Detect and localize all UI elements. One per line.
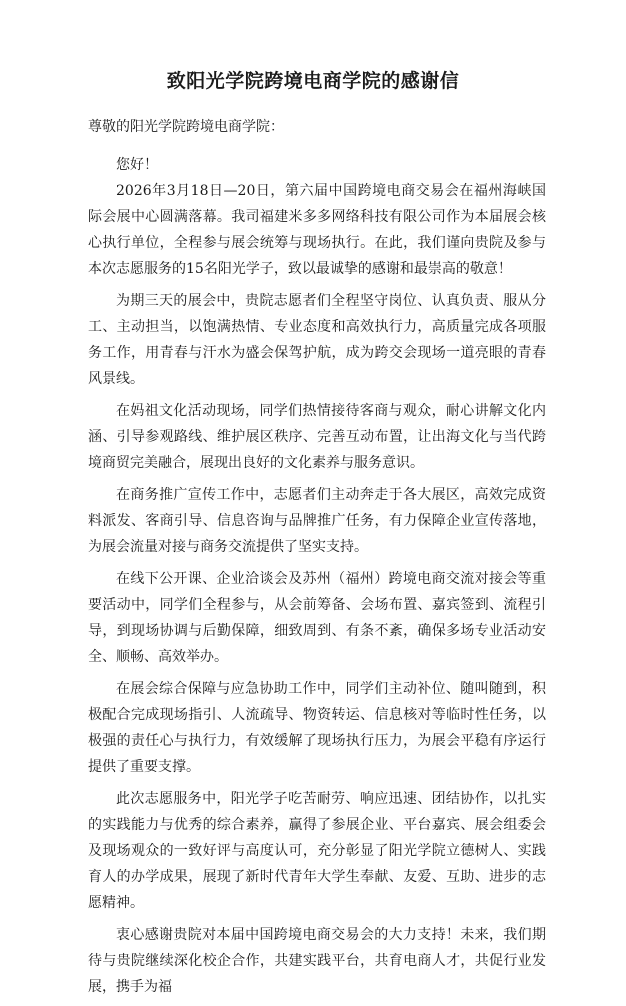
letter-salutation: 尊敬的阳光学院跨境电商学院：	[88, 119, 284, 135]
paragraph-business-promotion: 在商务推广宣传工作中，志愿者们主动奔走于各大展区，高效完成资料派发、客商引导、信息咨询与品牌推广任务，有力保障企业宣传落地，为展会流量对接与商务交流提供了坚实支持。	[88, 487, 546, 555]
paragraph-closing-thanks: 衷心感谢贵院对本届中国跨境电商交易会的大力支持！未来，我们期待与贵院继续深化校企合作，共建实践平台，共育电商人才，共促行业发展，携手为福	[88, 927, 546, 995]
paragraph-offline-events: 在线下公开课、企业洽谈会及苏州（福州）跨境电商交流对接会等重要活动中，同学们全程参与，从会前筹备、会场布置、嘉宾签到、流程引导，到现场协调与后勤保障，细致周到、有条不紊，确保多场专业活动安全、顺畅、高效举办。	[88, 571, 546, 665]
paragraph-volunteer-service: 为期三天的展会中，贵院志愿者们全程坚守岗位、认真负责、服从分工、主动担当，以饱满热情、专业态度和高效执行力，高质量完成各项服务工作，用青春与汗水为盛会保驾护航，成为跨交会现场一道亮眼的青春风景线。	[88, 293, 546, 387]
letter-body	[88, 152, 546, 1006]
letter-greeting: 您好！	[116, 157, 158, 173]
letter-title: 致阳光学院跨境电商学院的感谢信	[166, 70, 460, 92]
paragraph-mazu-culture: 在妈祖文化活动现场，同学们热情接待客商与观众，耐心讲解文化内涵、引导参观路线、维护展区秩序、完善互动布置，让出海文化与当代跨境商贸完美融合，展现出良好的文化素养与服务意识。	[88, 403, 546, 471]
paragraph-exhibition-overview: 2026年3月18日—20日，第六届中国跨境电商交易会在福州海峡国际会展中心圆满落幕。我司福建米多多网络科技有限公司作为本届展会核心执行单位，全程参与展会统筹与现场执行。在此，我们谨向贵院及参与本次志愿服务的15名阳光学子，致以最诚挚的感谢和最崇高的敬意！	[88, 183, 546, 277]
paragraph-achievements: 此次志愿服务中，阳光学子吃苦耐劳、响应迅速、团结协作，以扎实的实践能力与优秀的综合素养，赢得了参展企业、平台嘉宾、展会组委会及现场观众的一致好评与高度认可，充分彰显了阳光学院立德树人、实践育人的办学成果，展现了新时代青年大学生奉献、友爱、互助、进步的志愿精神。	[88, 791, 546, 911]
paragraph-emergency-support: 在展会综合保障与应急协助工作中，同学们主动补位、随叫随到，积极配合完成现场指引、人流疏导、物资转运、信息核对等临时性任务，以极强的责任心与执行力，有效缓解了现场执行压力，为展会平稳有序运行提供了重要支撑。	[88, 681, 546, 775]
